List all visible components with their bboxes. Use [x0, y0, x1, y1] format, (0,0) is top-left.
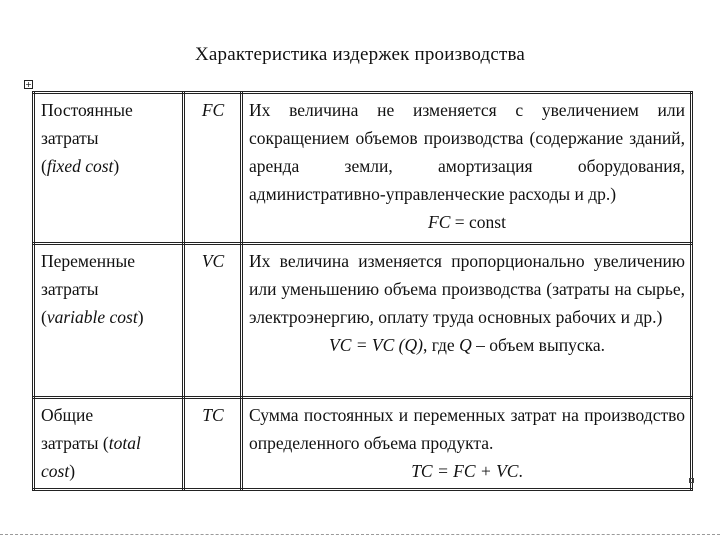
english-term: fixed cost [46, 156, 114, 176]
costs-table [32, 91, 693, 491]
english-term: variable cost [46, 307, 138, 327]
cost-name-english [41, 303, 177, 331]
cost-name-line: Общие [41, 405, 94, 425]
paren-open: ( [41, 307, 47, 327]
formula-text: = const [450, 212, 506, 232]
cost-formula [249, 208, 685, 236]
paren-close: ) [137, 307, 144, 327]
cost-name-line: затраты [41, 279, 99, 299]
formula-symbol: VC = VC (Q) [329, 335, 423, 355]
cost-description: Их величина не изменяется с увеличением или сокращением объемов производства (содержание зданий, аренда земли, амортизация оборудования, административно-управленческие расходы и др.) [249, 100, 685, 204]
cost-abbreviation: TC [184, 398, 242, 490]
cost-description-cell [242, 398, 692, 490]
cost-name-cell [34, 398, 184, 490]
cost-abbreviation: FC [184, 93, 242, 244]
table-move-handle-icon[interactable]: + [25, 80, 32, 89]
cost-name-english [41, 457, 177, 485]
table-row [34, 93, 692, 244]
formula-text: . [518, 461, 523, 481]
cost-formula [249, 331, 685, 359]
cost-formula [249, 457, 685, 485]
paren-open: ( [41, 156, 47, 176]
formula-text: , где [422, 335, 460, 355]
page-boundary-divider [0, 534, 720, 535]
cost-name-line [41, 429, 177, 457]
cost-name-line: Постоянные [41, 100, 133, 120]
page-title: Характеристика издержек производства [194, 44, 526, 65]
cost-abbreviation: VC [184, 244, 242, 398]
formula-symbol: FC [428, 212, 451, 232]
cost-name-line: Переменные [41, 251, 136, 271]
cost-description-cell [242, 244, 692, 398]
paren-close: ) [113, 156, 120, 176]
table-row [34, 244, 692, 398]
cost-name-line: затраты [41, 128, 99, 148]
cost-description-cell [242, 93, 692, 244]
formula-symbol: Q [459, 335, 472, 355]
paren-close: ) [69, 461, 76, 481]
table-row [34, 398, 692, 490]
cost-name-cell [34, 244, 184, 398]
cost-description: Сумма постоянных и переменных затрат на производство определенного объема продукта. [249, 405, 685, 453]
english-term: cost [41, 461, 70, 481]
cost-name-text: затраты ( [41, 433, 109, 453]
cost-name-cell [34, 93, 184, 244]
table-resize-handle-icon[interactable] [689, 478, 694, 483]
cost-description: Их величина изменяется пропорционально увеличению или уменьшению объема производства (затраты на сырье, электроэнергию, оплату труда основных рабочих и др.) [249, 251, 685, 327]
cost-name-english [41, 152, 177, 180]
formula-text: – объем выпуска. [471, 335, 605, 355]
formula-symbol: TC = FC + VC [411, 461, 519, 481]
english-term: total [108, 433, 141, 453]
